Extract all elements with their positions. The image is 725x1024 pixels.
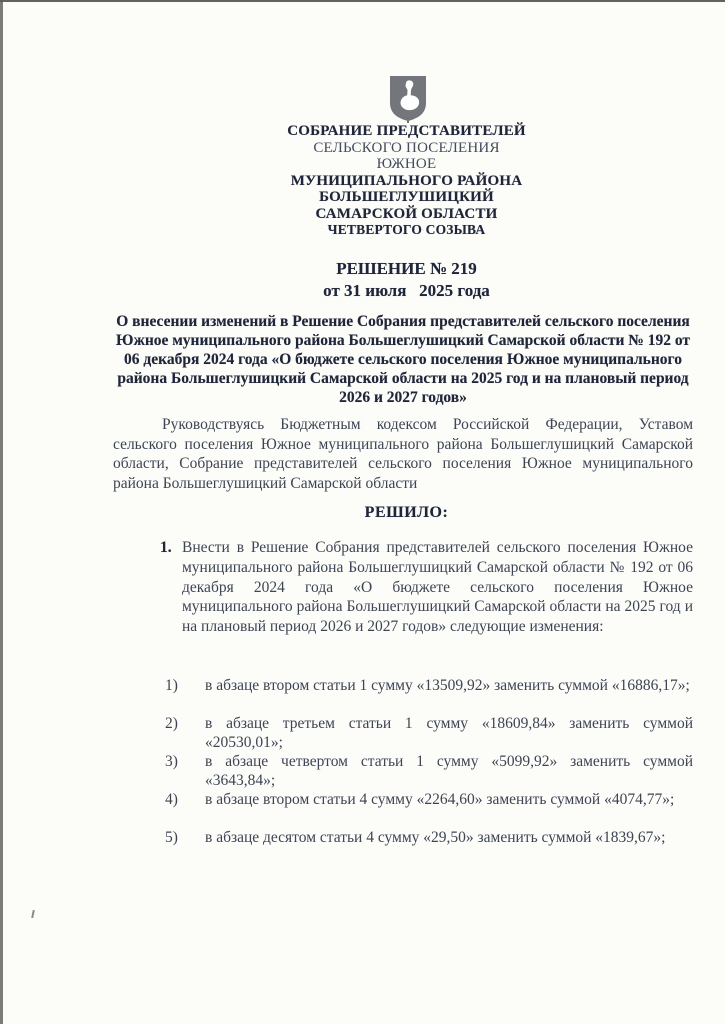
amendment-item (113, 676, 693, 714)
amendment-text: в абзаце третьем статьи 1 сумму «18609,84» заменить суммой «20530,01»; (205, 715, 693, 751)
scan-edge-left (0, 0, 3, 1024)
coat-of-arms-icon (387, 75, 429, 123)
item-1-number: 1. (160, 539, 172, 556)
decision-subject: О внесении изменений в Решение Собрания представителей сельского поселения Южное муниципального района Большеглушицкий Самарской области № 192 от 06 декабря 2024 года «О бюджете сельского поселения Южное муниципального района Большеглушицкий Самарской области на 2025 год и на плановый период 2026 и 2027 годов» (115, 313, 691, 406)
amendment-text: в абзаце втором статьи 4 сумму «2264,60» заменить суммой «4074,77»; (205, 791, 675, 808)
org-line-settlement: СЕЛЬСКОГО ПОСЕЛЕНИЯ (313, 139, 500, 156)
amendment-text: в абзаце десятом статьи 4 сумму «29,50» заменить суммой «1839,67»; (205, 829, 666, 846)
scan-speck (31, 910, 35, 918)
preamble-paragraph: Руководствуясь Бюджетным кодексом Российской Федерации, Уставом сельского поселения Южное муниципального района Большеглушицкий Самарской области, Собрание представителей сельского поселения Южное муниципального района Большеглушицкий Самарской области (113, 416, 693, 492)
amendment-number: 1) (165, 677, 178, 694)
item-1-text: Внести в Решение Собрания представителей сельского поселения Южное муниципального района Большеглушицкий Самарской области № 192 от 06 декабря 2024 года «О бюджете сельского поселения Южное муниципального района Большеглушицкий Самарской области на 2025 год и на плановый период 2026 и 2027 годов» следующие изменения: (182, 539, 693, 636)
scan-edge-top (0, 0, 725, 2)
decision-date: от 31 июля 2025 года (323, 281, 490, 300)
decision-number: РЕШЕНИЕ № 219 (336, 259, 477, 278)
amendment-text: в абзаце втором статьи 1 сумму «13509,92» заменить суммой «16886,17»; (205, 677, 690, 694)
amendment-number: 2) (165, 715, 178, 732)
amendment-item (113, 714, 693, 752)
amendment-item (113, 828, 693, 866)
org-line-assembly: СОБРАНИЕ ПРЕДСТАВИТЕЛЕЙ (287, 123, 526, 139)
resolution-item-1 (113, 538, 693, 637)
amendment-item (113, 752, 693, 790)
amendment-number: 3) (165, 753, 178, 770)
amendment-item (113, 790, 693, 828)
amendment-number: 5) (165, 829, 178, 846)
org-line-region: САМАРСКОЙ ОБЛАСТИ (315, 205, 498, 222)
org-header (88, 123, 725, 239)
amendments-list (113, 676, 693, 866)
decision-heading (88, 258, 725, 302)
resolved-heading: РЕШИЛО: (364, 504, 449, 521)
org-line-convocation: ЧЕТВЕРТОГО СОЗЫВА (327, 222, 486, 237)
org-line-name: ЮЖНОЕ (376, 156, 437, 172)
org-line-district-name: БОЛЬШЕГЛУШИЦКИЙ (319, 189, 494, 205)
amendment-number: 4) (165, 791, 178, 808)
org-line-district: МУНИЦИПАЛЬНОГО РАЙОНА (290, 172, 523, 189)
amendment-text: в абзаце четвертом статьи 1 сумму «5099,92» заменить суммой «3643,84»; (205, 753, 693, 789)
